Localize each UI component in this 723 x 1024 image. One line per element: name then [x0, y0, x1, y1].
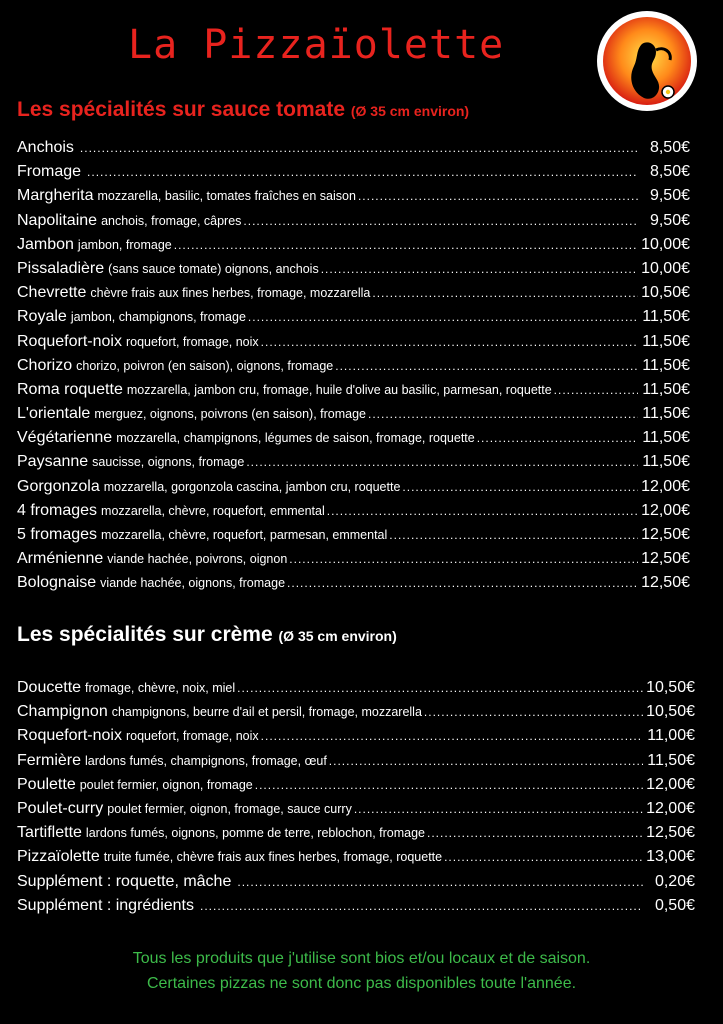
menu-item-price: 10,50€: [646, 703, 695, 721]
footer-line-1: Tous les produits que j'utilise sont bios et/ou locaux et de saison.: [132, 950, 591, 967]
dot-leader: [287, 571, 638, 595]
menu-item: [17, 402, 690, 426]
menu-item-name: 5 fromages: [17, 526, 98, 543]
section-title-tomate-text: Les spécialités sur sauce tomate: [17, 98, 345, 121]
menu-item-name: Chorizo: [17, 356, 73, 374]
menu-item-price: 0,50€: [654, 896, 695, 914]
menu-item-name: Supplément : roquette, mâche: [17, 872, 232, 890]
menu-item-description: mozzarella, jambon cru, fromage, huile d'olive au basilic, parmesan, roquette: [126, 382, 552, 397]
dot-leader: [402, 475, 638, 499]
menu-item: [17, 797, 695, 821]
menu-list-creme: [17, 676, 695, 918]
menu-item-name: Arménienne: [17, 550, 104, 568]
menu-item: [17, 870, 695, 894]
dot-leader: [554, 378, 638, 402]
dot-leader: [200, 894, 643, 918]
menu-item-name: Supplément : ingrédients: [17, 896, 194, 914]
menu-item: [17, 821, 695, 845]
menu-item-price: 11,50€: [642, 356, 690, 374]
menu-item-description: mozzarella, gorgonzola cascina, jambon cru, roquette: [103, 479, 401, 494]
menu-item-description: jambon, fromage: [77, 237, 172, 252]
menu-item-price: 11,50€: [642, 308, 690, 326]
menu-item-price: 12,50€: [641, 574, 690, 592]
dot-leader: [321, 257, 638, 281]
menu-item-description: merguez, oignons, poivrons (en saison), fromage: [94, 407, 366, 422]
menu-item-name: Margherita: [17, 187, 94, 205]
menu-item-description: truite fumée, chèvre frais aux fines herbes, fromage, roquette: [103, 850, 443, 865]
section-note-creme: (Ø 35 cm environ): [278, 628, 397, 644]
dot-leader: [335, 354, 638, 378]
menu-item: [17, 724, 695, 748]
menu-item-description: mozzarella, basilic, tomates fraîches en saison: [97, 189, 356, 204]
menu-item: [17, 257, 690, 281]
menu-item-description: lardons fumés, oignons, pomme de terre, reblochon, fromage: [85, 826, 425, 841]
dot-leader: [255, 773, 643, 797]
menu-item-name: Roquefort-noix: [17, 332, 122, 350]
dot-leader: [243, 209, 638, 233]
dot-leader: [329, 749, 643, 773]
dot-leader: [174, 233, 638, 257]
restaurant-logo: [592, 6, 702, 116]
dot-leader: [368, 402, 638, 426]
menu-item-price: 10,50€: [641, 284, 690, 302]
menu-item: [17, 354, 690, 378]
menu-item-name: Champignon: [17, 703, 108, 721]
menu-item-price: 11,50€: [642, 405, 690, 423]
menu-item: [17, 426, 690, 450]
menu-item: [17, 475, 690, 499]
menu-item: [17, 378, 690, 402]
section-note-tomate: (Ø 35 cm environ): [350, 103, 470, 119]
menu-item-name: Napolitaine: [17, 211, 98, 229]
menu-item-price: 9,50€: [649, 187, 690, 205]
menu-item-description: (sans sauce tomate) oignons, anchois: [108, 261, 319, 276]
menu-item-name: Chevrette: [17, 284, 87, 302]
menu-item-description: mozzarella, chèvre, roquefort, emmental: [101, 503, 325, 518]
menu-item-description: lardons fumés, champignons, fromage, œuf: [85, 753, 327, 768]
menu-item-description: roquefort, fromage, noix: [125, 334, 259, 349]
menu-item-description: fromage, chèvre, noix, miel: [85, 681, 236, 695]
menu-item-price: 10,00€: [641, 259, 690, 277]
menu-item-name: Pizzaïolette: [17, 848, 100, 866]
dot-leader: [246, 450, 638, 474]
menu-item: [17, 676, 695, 700]
menu-item-description: poulet fermier, oignon, fromage: [79, 777, 253, 792]
menu-item-price: 11,50€: [642, 380, 690, 398]
menu-item-name: Jambon: [17, 235, 74, 253]
section-title-creme-text: Les spécialités sur crème: [17, 623, 273, 646]
menu-item-price: 11,00€: [647, 727, 695, 745]
menu-item-price: 12,50€: [641, 550, 690, 568]
dot-leader: [372, 281, 638, 305]
footer-line-2: Certaines pizzas ne sont donc pas disponibles toute l'année.: [146, 975, 577, 992]
dot-leader: [427, 821, 643, 845]
dot-leader: [237, 676, 643, 700]
menu-item-description: roquefort, fromage, noix: [125, 729, 259, 744]
dot-leader: [237, 870, 643, 894]
menu-item-description: chèvre frais aux fines herbes, fromage, mozzarella: [90, 286, 371, 301]
restaurant-title: La Pizzaïolette: [128, 22, 505, 68]
section-title-creme: [17, 623, 397, 647]
menu-item-name: Bolognaise: [17, 574, 97, 592]
menu-item-name: Poulette: [17, 775, 76, 793]
menu-item-name: Doucette: [17, 679, 82, 696]
menu-item-price: 9,50€: [649, 211, 690, 229]
section-title-tomate: [17, 98, 469, 122]
dot-leader: [444, 845, 643, 869]
menu-item-price: 13,00€: [646, 848, 695, 866]
menu-item: [17, 700, 695, 724]
menu-item: [17, 209, 690, 233]
menu-item-name: Pissaladière: [17, 259, 105, 277]
menu-item-name: Végétarienne: [17, 429, 113, 447]
menu-item: [17, 136, 690, 160]
menu-item: [17, 281, 690, 305]
menu-item-description: mozzarella, chèvre, roquefort, parmesan, emmental: [101, 528, 388, 542]
dot-leader: [477, 426, 638, 450]
menu-item: [17, 450, 690, 474]
menu-item-name: Roquefort-noix: [17, 727, 122, 745]
menu-item-description: saucisse, oignons, fromage: [92, 455, 245, 470]
menu-item-name: Fermière: [17, 751, 82, 769]
dot-leader: [80, 136, 638, 160]
menu-item: [17, 547, 690, 571]
menu-item: [17, 184, 690, 208]
menu-item-name: Fromage: [17, 163, 82, 181]
menu-item-description: viande hachée, poivrons, oignon: [107, 552, 288, 567]
dot-leader: [354, 797, 643, 821]
dot-leader: [389, 523, 638, 547]
dot-leader: [87, 160, 638, 184]
menu-item-price: 12,00€: [641, 477, 690, 495]
menu-item-description: jambon, champignons, fromage: [70, 310, 246, 325]
menu-item-name: Anchois: [17, 139, 74, 156]
menu-item-description: anchois, fromage, câpres: [101, 213, 242, 228]
menu-item-description: poulet fermier, oignon, fromage, sauce curry: [107, 801, 352, 816]
menu-item: [17, 233, 690, 257]
dot-leader: [358, 184, 638, 208]
menu-item-description: champignons, beurre d'ail et persil, fromage, mozzarella: [111, 705, 422, 720]
menu-item: [17, 773, 695, 797]
menu-item-price: 12,00€: [641, 501, 690, 519]
menu-item: [17, 160, 690, 184]
menu-item-name: Paysanne: [17, 453, 89, 471]
menu-item: [17, 749, 695, 773]
menu-item-price: 11,50€: [642, 429, 690, 447]
dot-leader: [327, 499, 638, 523]
dot-leader: [424, 700, 643, 724]
menu-item: [17, 845, 695, 869]
menu-item: [17, 894, 695, 918]
menu-item-price: 11,50€: [647, 751, 695, 769]
menu-item-price: 8,50€: [649, 139, 690, 156]
menu-item-price: 12,00€: [646, 775, 695, 793]
menu-item: [17, 305, 690, 329]
menu-item-price: 12,50€: [641, 526, 690, 543]
menu-item-price: 10,50€: [646, 679, 695, 696]
menu-item-name: L'orientale: [17, 405, 91, 423]
menu-list-tomate: [17, 136, 690, 596]
dot-leader: [289, 547, 638, 571]
footer-note: [0, 946, 723, 996]
menu-item: [17, 571, 690, 595]
menu-item-price: 0,20€: [654, 872, 695, 890]
menu-item-name: Poulet-curry: [17, 799, 104, 817]
menu-item-price: 11,50€: [642, 332, 690, 350]
dot-leader: [261, 724, 643, 748]
menu-item: [17, 499, 690, 523]
menu-item-name: Tartiflette: [17, 824, 82, 842]
menu-item-price: 11,50€: [642, 453, 690, 471]
menu-item: [17, 523, 690, 547]
menu-item-description: viande hachée, oignons, fromage: [100, 576, 286, 591]
menu-item-description: mozzarella, champignons, légumes de saison, fromage, roquette: [116, 431, 475, 446]
dot-leader: [248, 305, 638, 329]
dot-leader: [261, 330, 638, 354]
menu-item-price: 12,50€: [646, 824, 695, 842]
menu-item-price: 8,50€: [649, 163, 690, 181]
menu-item-price: 10,00€: [641, 235, 690, 253]
menu-item-price: 12,00€: [646, 799, 695, 817]
menu-item-description: chorizo, poivron (en saison), oignons, fromage: [76, 358, 334, 373]
menu-item-name: Gorgonzola: [17, 477, 100, 495]
menu-item: [17, 330, 690, 354]
menu-item-name: 4 fromages: [17, 501, 98, 519]
menu-item-name: Royale: [17, 308, 67, 326]
menu-item-name: Roma roquette: [17, 380, 123, 398]
